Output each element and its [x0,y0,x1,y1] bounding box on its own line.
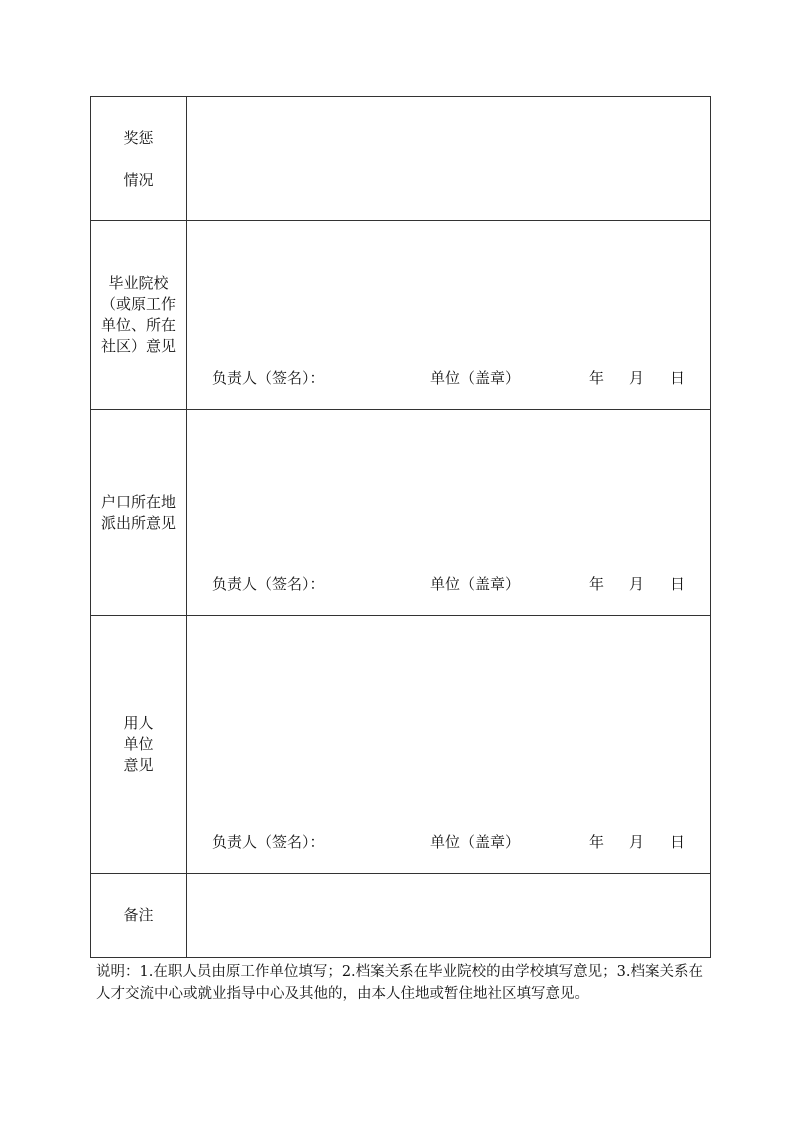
month-label: 月 [629,369,645,387]
seal-label: 单位（盖章） [430,833,521,851]
day-label: 日 [670,575,686,593]
seal-label: 单位（盖章） [430,369,521,387]
school-opinion-label: 毕业院校 （或原工作 单位、所在 社区）意见 [100,274,176,355]
row-employer-opinion [91,616,710,874]
row-school-opinion [91,221,710,410]
month-label: 月 [629,833,645,851]
row-rewards [91,97,710,221]
row-remarks [91,874,710,957]
day-label: 日 [670,833,686,851]
police-opinion-content[interactable] [187,410,710,615]
signer-label: 负责人（签名）： [212,369,325,387]
rewards-label: 奖惩 情况 [123,128,154,189]
signature-line [187,831,710,853]
remarks-label: 备注 [123,906,154,924]
police-opinion-label-cell [91,410,187,615]
signature-line [187,573,710,595]
school-opinion-content[interactable] [187,221,710,409]
instructions-note: 说明：1.在职人员由原工作单位填写；2.档案关系在毕业院校的由学校填写意见；3.档案关系在人才交流中心或就业指导中心及其他的，由本人住地或暂住地社区填写意见。 [96,964,703,1002]
day-label: 日 [670,369,686,387]
employer-opinion-label-cell [91,616,187,873]
school-opinion-label-cell [91,221,187,409]
rewards-content[interactable] [187,97,710,220]
remarks-label-cell [91,874,187,957]
seal-label: 单位（盖章） [430,575,521,593]
rewards-label-cell [91,97,187,220]
form-table [90,96,711,958]
remarks-content[interactable] [187,874,710,957]
signer-label: 负责人（签名）： [212,833,325,851]
signer-label: 负责人（签名）： [212,575,325,593]
row-police-opinion [91,410,710,616]
police-opinion-label: 户口所在地 派出所意见 [100,492,176,532]
year-label: 年 [589,575,605,593]
signature-line [187,367,710,389]
month-label: 月 [629,575,645,593]
year-label: 年 [589,369,605,387]
employer-opinion-label: 用人 单位 意见 [123,714,154,774]
employer-opinion-content[interactable] [187,616,710,873]
year-label: 年 [589,833,605,851]
